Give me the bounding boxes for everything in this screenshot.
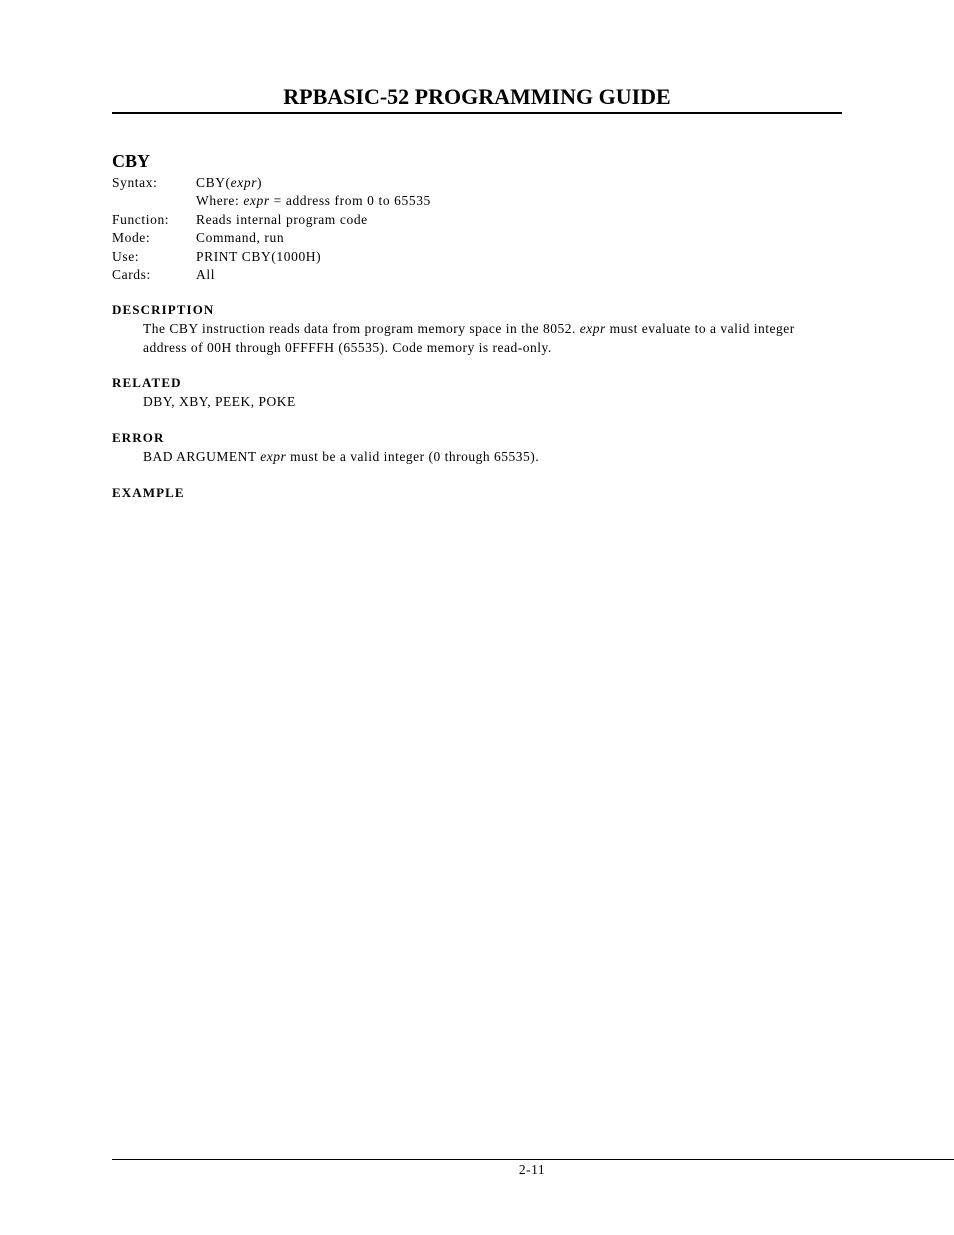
syntax-value: CBY(expr)	[196, 175, 263, 190]
syntax-block	[112, 174, 431, 284]
page-title: RPBASIC-52 PROGRAMMING GUIDE	[112, 84, 842, 114]
command-name: CBY	[112, 151, 151, 171]
related-text: DBY, XBY, PEEK, POKE	[143, 394, 296, 409]
description-heading: DESCRIPTION	[112, 302, 215, 317]
mode-label: Mode:	[112, 230, 151, 246]
mode-value: Command, run	[196, 230, 285, 246]
description-text: The CBY instruction reads data from program memory space in the 8052. expr must evaluate to a valid integer address of 00H through 0FFFFH (65535). Code memory is read-only.	[143, 321, 795, 355]
page-number: 2-11	[518, 1162, 546, 1177]
footer-divider	[112, 1159, 954, 1160]
example-heading: EXAMPLE	[112, 485, 185, 500]
syntax-where-value: Where: expr = address from 0 to 65535	[196, 193, 431, 209]
function-label: Function:	[112, 211, 170, 227]
syntax-row	[112, 174, 431, 192]
syntax-label: Syntax:	[112, 175, 158, 190]
error-heading: ERROR	[112, 430, 165, 445]
syntax-label	[112, 192, 196, 210]
error-text: BAD ARGUMENT expr must be a valid integer (0 through 65535).	[143, 449, 540, 464]
use-row	[112, 248, 431, 266]
function-value: Reads internal program code	[196, 211, 368, 227]
syntax-where-row	[112, 192, 431, 210]
cards-label: Cards:	[112, 266, 151, 282]
cards-value: All	[196, 266, 216, 282]
mode-row	[112, 229, 431, 247]
function-row	[112, 211, 431, 229]
use-value: PRINT CBY(1000H)	[196, 248, 322, 264]
use-label: Use:	[112, 248, 140, 264]
related-heading: RELATED	[112, 375, 182, 390]
cards-row	[112, 266, 431, 284]
